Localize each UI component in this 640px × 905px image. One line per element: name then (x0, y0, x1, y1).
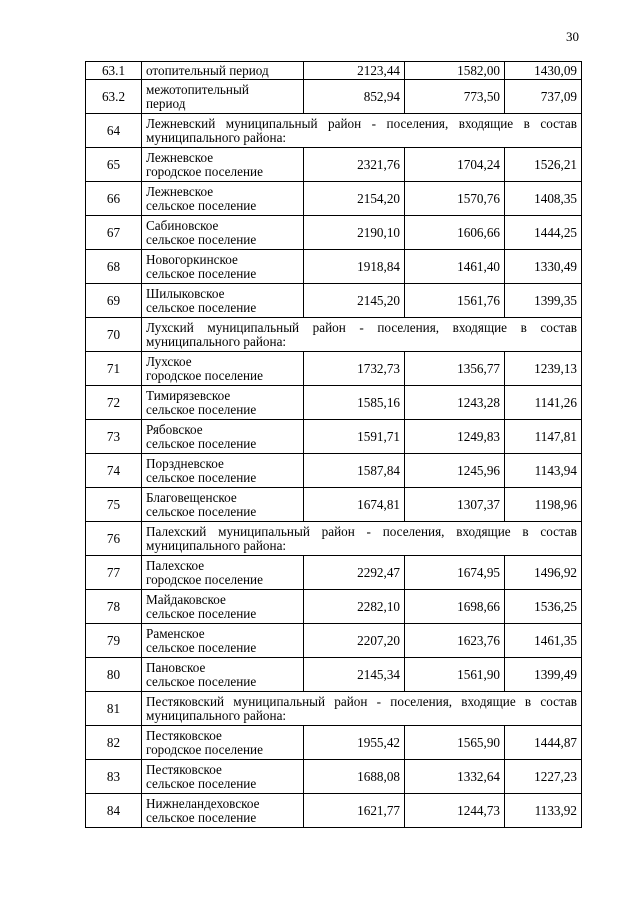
settlement-name (142, 284, 304, 318)
settlement-name-line: городское поселение (146, 571, 263, 587)
value-v3: 1461,35 (505, 624, 582, 658)
value-v3: 1430,09 (505, 62, 582, 80)
value-v1: 852,94 (304, 80, 405, 114)
value-v1: 1688,08 (304, 760, 405, 794)
table-row (86, 182, 582, 216)
value-v1: 1674,81 (304, 488, 405, 522)
row-number: 75 (86, 488, 142, 522)
value-v2: 1565,90 (405, 726, 505, 760)
settlement-name-line: сельское поселение (146, 605, 257, 621)
row-number: 84 (86, 794, 142, 828)
settlement-name (142, 556, 304, 590)
settlement-name-line: отопительный период (146, 62, 269, 78)
settlement-name-line: Тимирязевское (146, 387, 231, 403)
settlement-name-line: сельское поселение (146, 639, 257, 655)
row-number: 63.2 (86, 80, 142, 114)
settlement-name (142, 148, 304, 182)
value-v3: 1227,23 (505, 760, 582, 794)
value-v3: 1444,87 (505, 726, 582, 760)
settlement-name (142, 62, 304, 80)
value-v3: 1399,35 (505, 284, 582, 318)
settlement-name-line: сельское поселение (146, 775, 257, 791)
value-v2: 1561,90 (405, 658, 505, 692)
value-v1: 1955,42 (304, 726, 405, 760)
district-row (86, 114, 582, 148)
value-v3: 1399,49 (505, 658, 582, 692)
settlement-name-line: Порздневское (146, 455, 224, 471)
table-row (86, 216, 582, 250)
value-v3: 1496,92 (505, 556, 582, 590)
settlement-name (142, 726, 304, 760)
district-heading: Лежневский муниципальный район - поселения, входящие в состав муниципального района: (142, 114, 582, 148)
settlement-name (142, 454, 304, 488)
value-v1: 2282,10 (304, 590, 405, 624)
table-row (86, 488, 582, 522)
settlement-name-line: сельское поселение (146, 469, 257, 485)
settlement-name (142, 488, 304, 522)
settlement-name-line: Пановское (146, 659, 206, 675)
settlement-name-line: сельское поселение (146, 299, 257, 315)
settlement-name-line: сельское поселение (146, 401, 257, 417)
settlement-name (142, 760, 304, 794)
value-v2: 1307,37 (405, 488, 505, 522)
settlement-name-line: Раменское (146, 625, 205, 641)
value-v2: 1249,83 (405, 420, 505, 454)
settlement-name (142, 420, 304, 454)
settlement-name (142, 624, 304, 658)
settlement-name-line: сельское поселение (146, 265, 257, 281)
row-number: 67 (86, 216, 142, 250)
value-v1: 2145,34 (304, 658, 405, 692)
row-number: 71 (86, 352, 142, 386)
settlement-name (142, 658, 304, 692)
settlement-name-line: межотопительный (146, 81, 249, 97)
settlement-name-line: городское поселение (146, 163, 263, 179)
value-v1: 2190,10 (304, 216, 405, 250)
row-number: 68 (86, 250, 142, 284)
value-v1: 2154,20 (304, 182, 405, 216)
table-row (86, 250, 582, 284)
table-row (86, 726, 582, 760)
row-number: 69 (86, 284, 142, 318)
value-v1: 1591,71 (304, 420, 405, 454)
row-number: 76 (86, 522, 142, 556)
value-v3: 1408,35 (505, 182, 582, 216)
value-v1: 2123,44 (304, 62, 405, 80)
value-v3: 1239,13 (505, 352, 582, 386)
settlement-name-line: Пестяковское (146, 761, 222, 777)
value-v3: 1133,92 (505, 794, 582, 828)
settlement-name-line: сельское поселение (146, 197, 257, 213)
row-number: 81 (86, 692, 142, 726)
value-v1: 2292,47 (304, 556, 405, 590)
value-v3: 1444,25 (505, 216, 582, 250)
table-row (86, 658, 582, 692)
value-v3: 1143,94 (505, 454, 582, 488)
settlement-name (142, 386, 304, 420)
value-v1: 1918,84 (304, 250, 405, 284)
table-row (86, 352, 582, 386)
value-v2: 1582,00 (405, 62, 505, 80)
row-number: 70 (86, 318, 142, 352)
row-number: 77 (86, 556, 142, 590)
value-v3: 1330,49 (505, 250, 582, 284)
table-row (86, 556, 582, 590)
table-row (86, 794, 582, 828)
value-v3: 1198,96 (505, 488, 582, 522)
value-v3: 1147,81 (505, 420, 582, 454)
value-v1: 1732,73 (304, 352, 405, 386)
row-number: 79 (86, 624, 142, 658)
value-v3: 1536,25 (505, 590, 582, 624)
value-v1: 2207,20 (304, 624, 405, 658)
row-number: 74 (86, 454, 142, 488)
value-v2: 1561,76 (405, 284, 505, 318)
value-v1: 1585,16 (304, 386, 405, 420)
value-v2: 1674,95 (405, 556, 505, 590)
settlement-name-line: Рябовское (146, 421, 203, 437)
table-row (86, 284, 582, 318)
value-v2: 1704,24 (405, 148, 505, 182)
value-v1: 2145,20 (304, 284, 405, 318)
value-v2: 1570,76 (405, 182, 505, 216)
value-v2: 1245,96 (405, 454, 505, 488)
settlement-name-line: сельское поселение (146, 809, 257, 825)
settlement-name-line: период (146, 95, 186, 111)
settlement-name (142, 80, 304, 114)
row-number: 78 (86, 590, 142, 624)
table-row (86, 80, 582, 114)
row-number: 73 (86, 420, 142, 454)
row-number: 66 (86, 182, 142, 216)
page-number: 30 (566, 29, 579, 44)
table-body (86, 62, 582, 828)
value-v2: 773,50 (405, 80, 505, 114)
row-number: 72 (86, 386, 142, 420)
settlement-name-line: городское поселение (146, 367, 263, 383)
district-row (86, 692, 582, 726)
row-number: 63.1 (86, 62, 142, 80)
value-v2: 1606,66 (405, 216, 505, 250)
settlement-name-line: Пестяковское (146, 727, 222, 743)
table-row (86, 148, 582, 182)
settlement-name (142, 352, 304, 386)
district-heading: Палехский муниципальный район - поселения, входящие в состав муниципального района: (142, 522, 582, 556)
settlement-name-line: Шилыковское (146, 285, 225, 301)
value-v1: 2321,76 (304, 148, 405, 182)
settlement-name (142, 216, 304, 250)
settlement-name-line: Лухское (146, 353, 192, 369)
settlement-name-line: Сабиновское (146, 217, 219, 233)
district-heading: Лухский муниципальный район - поселения, входящие в состав муниципального района: (142, 318, 582, 352)
value-v1: 1587,84 (304, 454, 405, 488)
settlement-name-line: Нижнеландеховское (146, 795, 260, 811)
row-number: 65 (86, 148, 142, 182)
table-row (86, 760, 582, 794)
district-row (86, 318, 582, 352)
value-v2: 1698,66 (405, 590, 505, 624)
row-number: 82 (86, 726, 142, 760)
table-row (86, 624, 582, 658)
settlement-name-line: сельское поселение (146, 231, 257, 247)
settlement-name-line: сельское поселение (146, 673, 257, 689)
row-number: 80 (86, 658, 142, 692)
value-v2: 1244,73 (405, 794, 505, 828)
value-v2: 1243,28 (405, 386, 505, 420)
settlement-name (142, 250, 304, 284)
settlement-name-line: сельское поселение (146, 503, 257, 519)
settlement-name (142, 182, 304, 216)
table-row (86, 386, 582, 420)
settlement-name-line: Новогоркинское (146, 251, 238, 267)
row-number: 64 (86, 114, 142, 148)
settlement-name-line: Лежневское (146, 149, 214, 165)
settlement-name (142, 590, 304, 624)
settlement-name-line: Благовещенское (146, 489, 237, 505)
district-row (86, 522, 582, 556)
value-v3: 737,09 (505, 80, 582, 114)
value-v2: 1623,76 (405, 624, 505, 658)
table-row (86, 590, 582, 624)
value-v3: 1141,26 (505, 386, 582, 420)
table-row (86, 420, 582, 454)
table-row (86, 454, 582, 488)
settlement-name-line: Палехское (146, 557, 205, 573)
value-v2: 1332,64 (405, 760, 505, 794)
tariff-table (85, 61, 582, 828)
district-heading: Пестяковский муниципальный район - поселения, входящие в состав муниципального района: (142, 692, 582, 726)
row-number: 83 (86, 760, 142, 794)
settlement-name-line: Лежневское (146, 183, 214, 199)
value-v3: 1526,21 (505, 148, 582, 182)
table-row (86, 62, 582, 80)
value-v2: 1356,77 (405, 352, 505, 386)
settlement-name-line: Майдаковское (146, 591, 226, 607)
value-v1: 1621,77 (304, 794, 405, 828)
settlement-name-line: сельское поселение (146, 435, 257, 451)
settlement-name-line: городское поселение (146, 741, 263, 757)
value-v2: 1461,40 (405, 250, 505, 284)
settlement-name (142, 794, 304, 828)
